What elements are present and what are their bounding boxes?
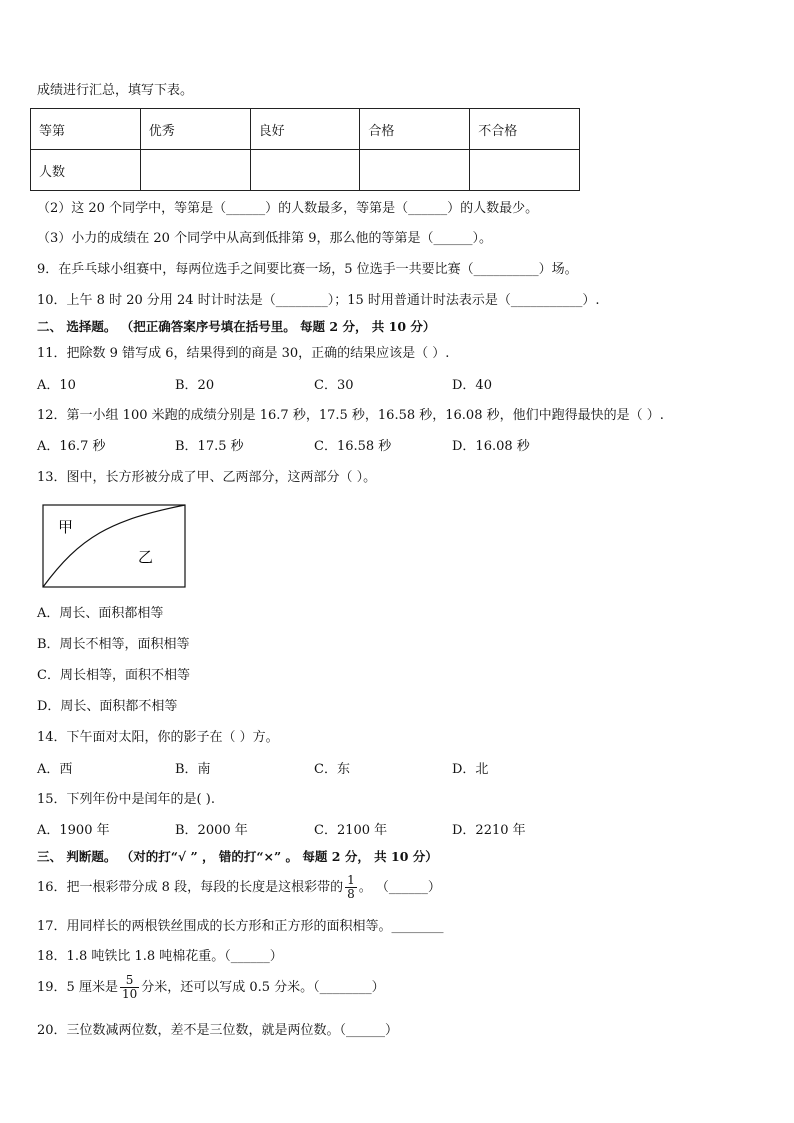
question-13-option-d[interactable]: D．周长、面积都不相等 [37, 699, 178, 714]
fraction-numerator: 1 [347, 873, 355, 887]
option-b[interactable]: B．2000 年 [175, 823, 248, 838]
option-d[interactable]: D．北 [452, 762, 489, 777]
table-header-cell: 合格 [360, 109, 470, 150]
table-cell-blank[interactable] [360, 150, 470, 191]
fraction-one-eighth [345, 874, 357, 901]
region-a-label: 甲 [58, 518, 74, 536]
question-16-answer[interactable]: 。 （______） [358, 880, 441, 895]
question-16-text: 16．把一根彩带分成 8 段，每段的长度是这根彩带的 [37, 880, 344, 895]
table-header-cell: 良好 [250, 109, 360, 150]
option-a[interactable]: A．10 [37, 378, 76, 393]
option-d[interactable]: D．40 [452, 378, 492, 393]
question-18: 18．1.8 吨铁比 1.8 吨棉花重。（______） [37, 949, 283, 964]
fraction-five-tenths [120, 974, 139, 1001]
option-a[interactable]: A．1900 年 [37, 823, 110, 838]
option-d[interactable]: D．16.08 秒 [452, 439, 530, 454]
question-16 [37, 871, 441, 905]
rectangle-figure [40, 502, 190, 592]
table-row [31, 150, 580, 191]
question-15: 15．下列年份中是闰年的是( ). [37, 792, 215, 807]
question-8-2: （2）这 20 个同学中，等第是（______）的人数最多，等第是（______）的人数最少。 [37, 201, 539, 216]
option-b[interactable]: B．20 [175, 378, 215, 393]
question-13: 13．图中，长方形被分成了甲、乙两部分，这两部分（ ）。 [37, 470, 377, 485]
question-11: 11．把除数 9 错写成 6，结果得到的商是 30，正确的结果应该是（ ）. [37, 346, 450, 361]
question-14: 14．下午面对太阳，你的影子在（ ）方。 [37, 730, 279, 745]
table-cell-blank[interactable] [140, 150, 250, 191]
section-3-heading: 三、 判断题。 （对的打“√ ” ， 错的打“×” 。 每题 2 分， 共 10 分） [37, 849, 438, 864]
question-8-3: （3）小力的成绩在 20 个同学中从高到低排第 9，那么他的等第是（______）。 [37, 231, 492, 246]
question-10: 10．上午 8 时 20 分用 24 时计时法是（________）；15 时用普通计时法表示是（___________）. [37, 293, 600, 308]
question-19-text: 19．5 厘米是 [37, 980, 118, 995]
section-2-heading: 二、 选择题。 （把正确答案序号填在括号里。 每题 2 分， 共 10 分） [37, 319, 436, 334]
option-d[interactable]: D．2210 年 [452, 823, 526, 838]
fraction-denominator: 8 [347, 887, 355, 901]
question-13-option-a[interactable]: A．周长、面积都相等 [37, 606, 164, 621]
question-13-option-b[interactable]: B．周长不相等，面积相等 [37, 637, 190, 652]
question-20: 20．三位数减两位数，差不是三位数，就是两位数。（______） [37, 1023, 399, 1038]
region-b-label: 乙 [138, 548, 154, 566]
question-13-option-c[interactable]: C．周长相等，面积不相等 [37, 668, 190, 683]
option-b[interactable]: B．17.5 秒 [175, 439, 244, 454]
question-9: 9．在乒乓球小组赛中，每两位选手之间要比赛一场，5 位选手一共要比赛（__________）场。 [37, 262, 578, 277]
question-19 [37, 970, 385, 1006]
table-header-cell: 不合格 [470, 109, 580, 150]
option-c[interactable]: C．16.58 秒 [314, 439, 392, 454]
option-b[interactable]: B．南 [175, 762, 211, 777]
table-row [31, 109, 580, 150]
grade-table [30, 108, 580, 191]
table-cell-blank[interactable] [470, 150, 580, 191]
option-c[interactable]: C．2100 年 [314, 823, 388, 838]
fraction-numerator: 5 [125, 973, 134, 987]
fraction-denominator: 10 [121, 987, 138, 1001]
question-19-answer[interactable]: 分米，还可以写成 0.5 分米。（________） [141, 980, 385, 995]
option-c[interactable]: C．东 [314, 762, 350, 777]
option-a[interactable]: A．16.7 秒 [37, 439, 106, 454]
option-a[interactable]: A．西 [37, 762, 73, 777]
table-row-label: 人数 [31, 150, 141, 191]
table-header-cell: 优秀 [140, 109, 250, 150]
table-header-cell: 等第 [31, 109, 141, 150]
table-cell-blank[interactable] [250, 150, 360, 191]
intro-text: 成绩进行汇总，填写下表。 [37, 83, 194, 98]
option-c[interactable]: C．30 [314, 378, 354, 393]
question-12: 12．第一小组 100 米跑的成绩分别是 16.7 秒，17.5 秒，16.58 秒，16.08 秒，他们中跑得最快的是（ ）. [37, 408, 664, 423]
question-17: 17．用同样长的两根铁丝围成的长方形和正方形的面积相等。________ [37, 919, 444, 934]
